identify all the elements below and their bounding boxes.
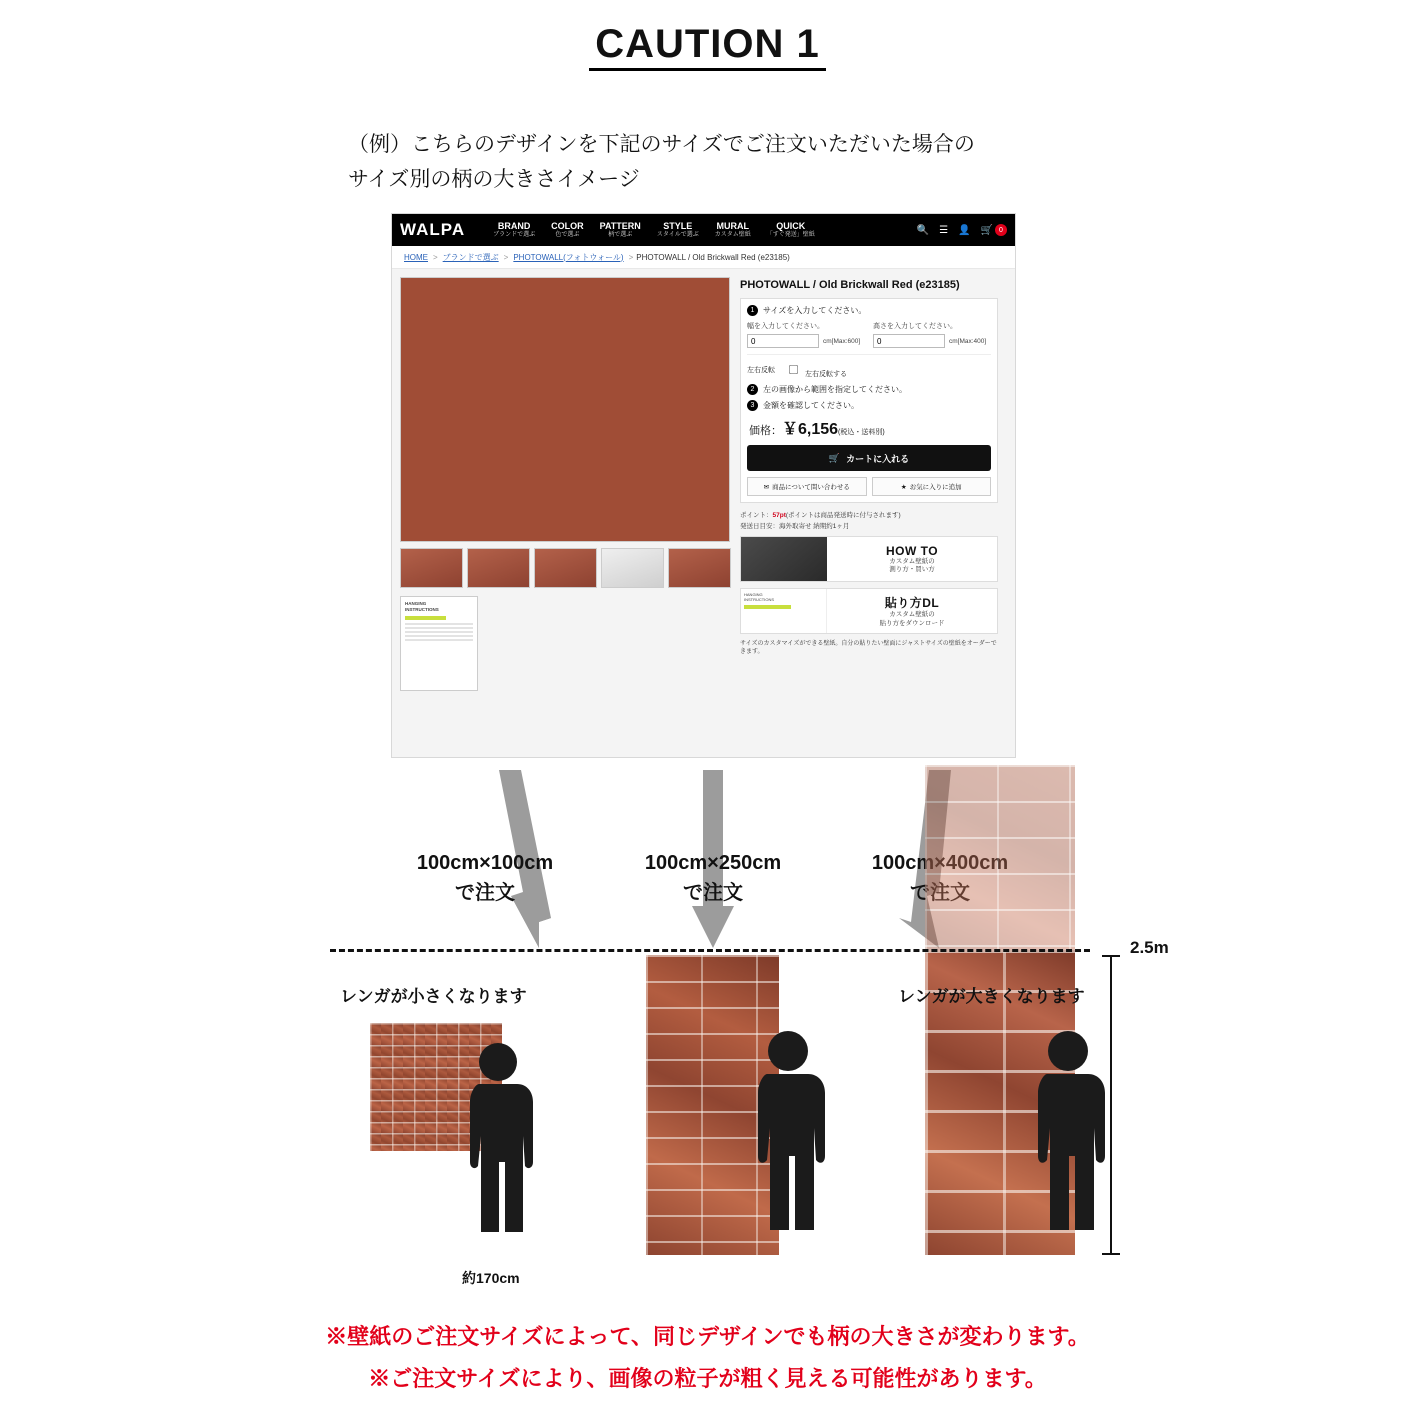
thumbnail-3[interactable] (534, 548, 597, 588)
breadcrumb-home[interactable]: HOME (404, 252, 428, 262)
nav-item-quick-en: QUICK (776, 221, 806, 232)
points-prefix: ポイント： (740, 512, 773, 519)
how-to-banner-image (741, 537, 827, 581)
column-2-order: で注文 (683, 882, 743, 904)
mail-icon: ✉ (763, 483, 770, 491)
nav-item-style[interactable] (657, 222, 699, 238)
cart-icon: 🛒 (980, 224, 993, 236)
search-icon[interactable]: 🔍 (916, 224, 930, 236)
person-silhouette-3 (1022, 1028, 1114, 1268)
favorite-button[interactable] (872, 477, 992, 496)
nav-item-pattern-jp: 柄で選ぶ (608, 231, 633, 238)
doc-thumb-line (405, 627, 473, 629)
how-to-banner[interactable] (740, 536, 998, 582)
width-max-label: cm[Max:600] (823, 337, 861, 345)
star-icon: ★ (900, 483, 907, 491)
price-amount: ￥6,156 (782, 421, 839, 438)
download-banner-image (741, 589, 827, 633)
intro-line-2: サイズ別の柄の大きさイメージ (348, 167, 640, 191)
nav-item-pattern[interactable] (600, 222, 641, 238)
nav-item-style-jp: スタイルで選ぶ (656, 231, 699, 238)
doc-thumb-title-2: INSTRUCTIONS (405, 606, 439, 612)
nav-item-style-en: STYLE (663, 221, 693, 232)
shop-page-screenshot (391, 213, 1016, 758)
step-1-number: 1 (747, 305, 758, 316)
page-title-text: CAUTION 1 (589, 22, 826, 71)
size-input-panel (740, 298, 998, 503)
cart-count-badge: 0 (995, 224, 1007, 236)
how-to-banner-sub-2: 測り方・買い方 (889, 566, 935, 573)
doc-thumb-bar (405, 616, 446, 620)
person-height-label: 約170cm (462, 1270, 520, 1286)
column-label-1 (385, 848, 585, 908)
height-input[interactable] (873, 334, 945, 348)
height-label: 高さを入力してください。 (873, 323, 957, 330)
doc-thumb-line (405, 623, 473, 625)
width-label: 幅を入力してください。 (747, 323, 824, 330)
purchase-panel (740, 277, 998, 691)
doc-thumb-line (405, 631, 473, 633)
site-header (392, 214, 1015, 246)
nav-item-mural[interactable] (715, 222, 751, 238)
breadcrumb-photowall[interactable]: PHOTOWALL(フォトウォール) (513, 252, 624, 262)
product-main-image[interactable] (400, 277, 730, 542)
nav-item-color-en: COLOR (551, 221, 584, 232)
height-max-label: cm[Max:400] (949, 337, 987, 345)
flip-checkbox-wrapper[interactable] (783, 360, 847, 379)
download-banner-doc-title-2: INSTRUCTIONS (744, 597, 774, 602)
nav-item-pattern-en: PATTERN (599, 221, 641, 232)
height-field-group (873, 321, 991, 348)
person-silhouette-2 (742, 1028, 834, 1268)
breadcrumb-brand[interactable]: ブランドで選ぶ (442, 252, 499, 262)
add-to-cart-button[interactable] (747, 445, 991, 471)
site-logo[interactable]: WALPA (400, 220, 466, 239)
delivery-note: 発送日目安：海外取寄せ 納期約1ヶ月 (740, 523, 850, 530)
column-label-2 (613, 848, 813, 908)
thumbnail-strip (400, 548, 745, 588)
step-1 (747, 305, 991, 316)
thumbnail-5[interactable] (668, 548, 731, 588)
contact-button-label: 商品について問い合わせる (772, 484, 850, 491)
product-gallery (400, 277, 730, 691)
column-1-order: で注文 (455, 882, 515, 904)
height-label: 2.5m (1130, 938, 1169, 957)
size-fields (747, 321, 991, 348)
flip-checkbox-label: 左右反転する (804, 371, 847, 378)
thumbnail-2[interactable] (467, 548, 530, 588)
column-2-size: 100cm×250cm (644, 852, 782, 874)
cart-icon: 🛒 (828, 452, 841, 463)
column-3-size: 100cm×400cm (871, 852, 1009, 874)
width-input-row (747, 334, 865, 348)
nav-item-brand-en: BRAND (497, 221, 531, 232)
height-input-row (873, 334, 991, 348)
cart-button[interactable] (981, 224, 1007, 236)
breadcrumb-sep-1: > (433, 252, 438, 262)
nav-item-mural-en: MURAL (716, 221, 749, 232)
warning-line-2: ※ご注文サイズにより、画像の粒子が粗く見える可能性があります。 (368, 1366, 1047, 1391)
breadcrumb-sep-3: > (628, 252, 634, 262)
step-3 (747, 400, 991, 411)
download-banner-text (827, 589, 997, 633)
points-value: 57pt (772, 512, 786, 519)
breadcrumb (392, 246, 1015, 269)
thumbnail-1[interactable] (400, 548, 463, 588)
intro-line-1: （例）こちらのデザインを下記のサイズでご注文いただいた場合の (348, 133, 975, 156)
add-to-cart-label: カートに入れる (846, 453, 910, 464)
price-row (749, 416, 991, 439)
flip-option-row (747, 354, 991, 379)
width-field-group (747, 321, 865, 348)
intro-text (348, 128, 1108, 197)
width-input[interactable] (747, 334, 819, 348)
page-title (0, 22, 1415, 67)
download-banner-doc-title: HANGING (744, 592, 763, 597)
column-3-order: で注文 (910, 882, 970, 904)
step-3-label: 金額を確認してください。 (763, 401, 859, 410)
download-banner-title: 貼り方DL (884, 596, 940, 611)
contact-button[interactable] (747, 477, 867, 496)
hanging-instructions-thumbnail[interactable] (400, 596, 478, 691)
doc-thumb-line (405, 635, 473, 637)
step-2-number: 2 (747, 384, 758, 395)
caption-small-bricks: レンガが小さくなります (340, 987, 527, 1006)
nav-item-color[interactable] (551, 222, 584, 238)
nav-item-quick[interactable] (767, 222, 815, 238)
how-to-banner-title: HOW TO (885, 543, 939, 558)
user-icon[interactable]: 👤 (958, 224, 971, 236)
doc-thumb-line (405, 639, 473, 641)
nav-item-color-jp: 色で選ぶ (555, 231, 580, 238)
doc-thumb-title: HANGING (405, 601, 427, 606)
how-to-banner-text (827, 537, 997, 581)
caption-large-bricks: レンガが大きくなります (898, 987, 1085, 1006)
favorite-button-label: お気に入りに追加 (909, 484, 962, 491)
list-icon[interactable]: ☰ (939, 224, 949, 236)
nav-item-mural-jp: カスタム壁紙 (714, 231, 751, 238)
how-to-banner-sub-1: カスタム壁紙の (889, 557, 935, 565)
download-banner[interactable] (740, 588, 998, 634)
points-row (740, 510, 998, 519)
brick-panel-400-overflow (925, 765, 1075, 950)
custom-wallpaper-note: サイズのカスタマイズができる壁紙。自分の貼りたい壁面にジャストサイズの壁紙をオーダーできます。 (740, 641, 997, 656)
download-banner-sub-2: 貼り方をダウンロード (879, 619, 945, 627)
nav-item-brand[interactable] (493, 222, 535, 238)
thumbnail-4[interactable] (601, 548, 664, 588)
flip-label: 左右反転 (747, 366, 775, 374)
product-title: PHOTOWALL / Old Brickwall Red (e23185) (740, 279, 960, 291)
step-1-label: サイズを入力してください。 (763, 306, 867, 315)
warning-line-1: ※壁紙のご注文サイズによって、同じデザインでも柄の大きさが変わります。 (325, 1324, 1090, 1349)
step-3-number: 3 (747, 400, 758, 411)
header-icons (917, 224, 1007, 236)
step-2-label: 左の画像から範囲を指定してください。 (763, 385, 907, 394)
nav-item-brand-jp: ブランドで選ぶ (493, 231, 536, 238)
price-prefix: 価格： (749, 425, 782, 437)
breadcrumb-sep-2: > (503, 252, 509, 262)
nav-item-quick-jp: 「すぐ発送」壁紙 (766, 231, 815, 238)
download-banner-doc-bar (744, 605, 791, 609)
secondary-buttons (747, 477, 991, 496)
step-2 (747, 384, 991, 395)
points-note: (ポイントは商品発送時に付与されます) (785, 512, 901, 519)
column-1-size: 100cm×100cm (416, 852, 554, 874)
height-reference-line (330, 949, 1090, 952)
flip-checkbox[interactable] (789, 365, 798, 374)
breadcrumb-current: PHOTOWALL / Old Brickwall Red (e23185) (636, 252, 790, 262)
download-banner-sub-1: カスタム壁紙の (889, 611, 935, 619)
person-silhouette-1 (455, 1040, 541, 1270)
price-tax-note: (税込・送料別) (838, 429, 885, 436)
product-area (392, 269, 1015, 699)
